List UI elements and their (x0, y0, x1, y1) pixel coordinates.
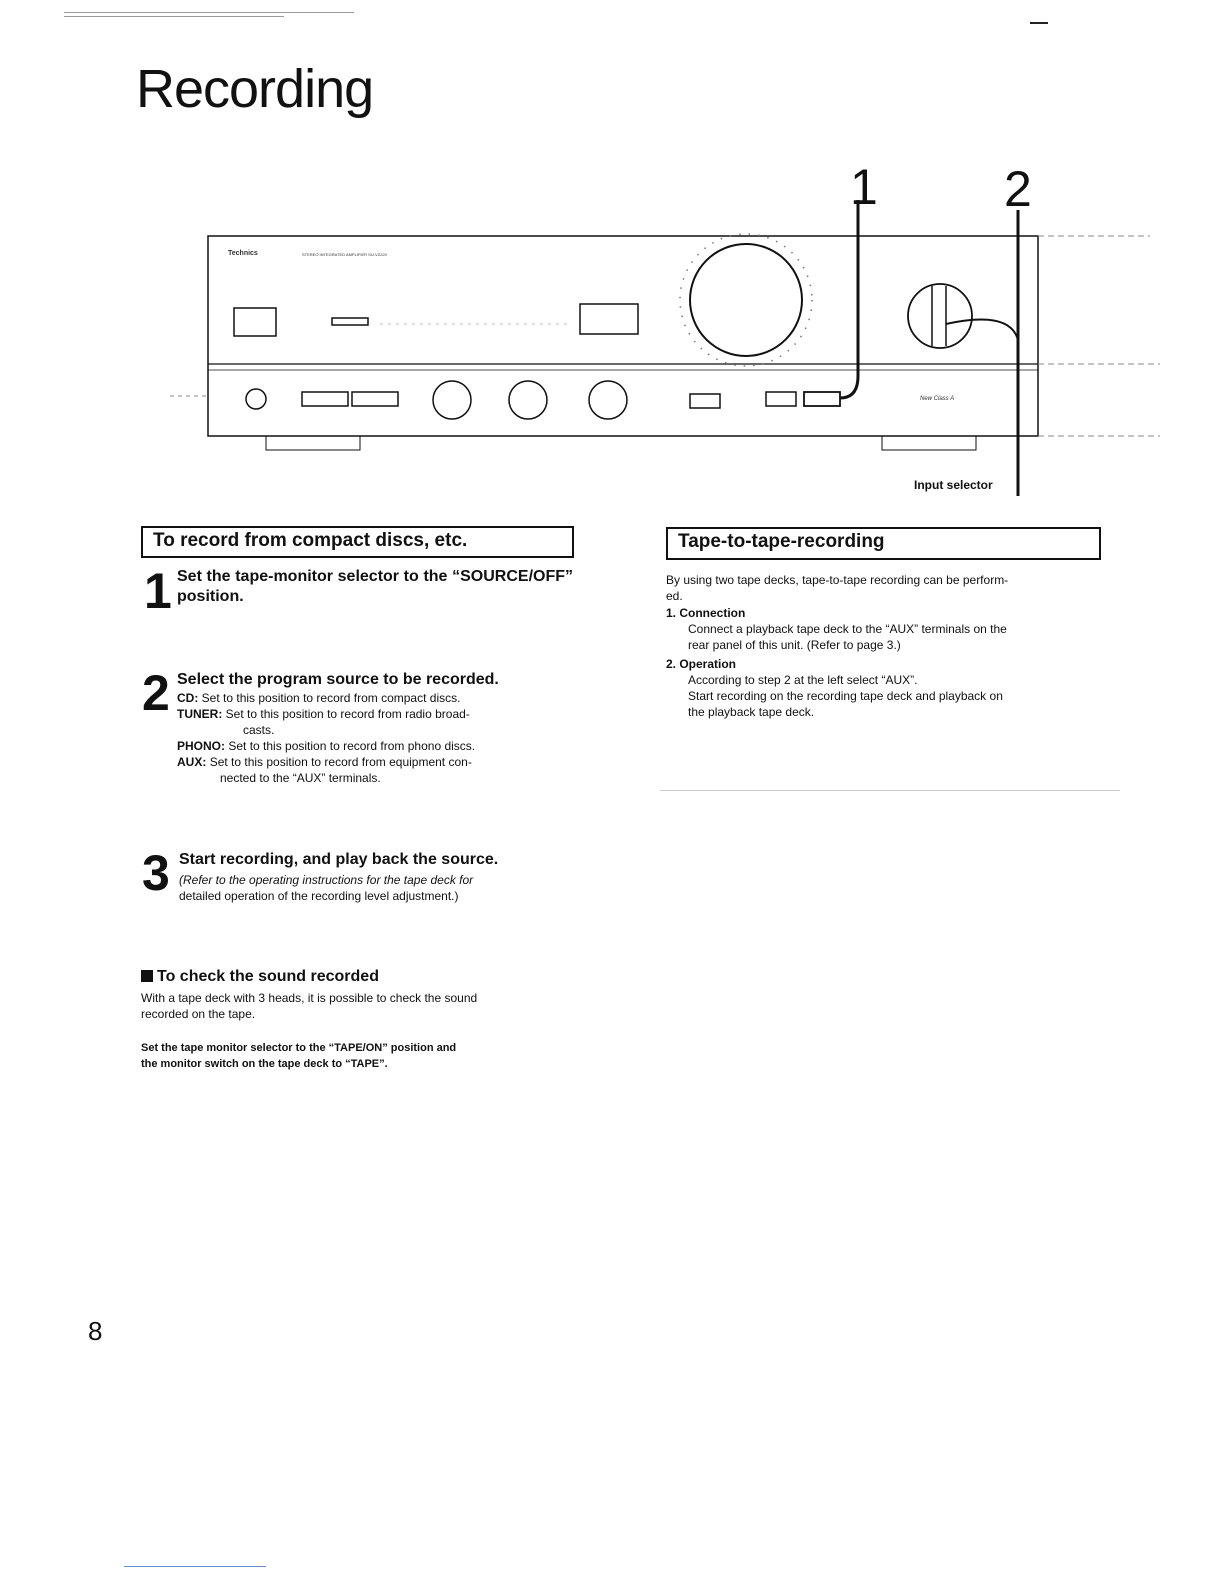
section-heading-left: To record from compact discs, etc. (141, 526, 574, 558)
scan-mark (1030, 22, 1048, 24)
check-body: With a tape deck with 3 heads, it is possible to check the sound recorded on the tape. (141, 991, 478, 1021)
scan-line (64, 16, 284, 17)
power-indicator (332, 318, 368, 325)
tape-item-2: 2. Operation According to step 2 at the left select “AUX”. Start recording on the recording tape deck and playback on the playback tape deck. (666, 657, 1003, 719)
treble-knob (509, 381, 547, 419)
phones-jack (246, 389, 266, 409)
volume-knob (690, 244, 802, 356)
callout-1: 1 (850, 159, 878, 215)
check-heading: To check the sound recorded (141, 968, 379, 986)
subsonic-button (766, 392, 796, 406)
footer-line (124, 1566, 266, 1567)
step-2-text: Select the program source to be recorded. (177, 671, 499, 688)
page-number: 8 (88, 1316, 103, 1346)
page-title: Recording (136, 59, 374, 119)
source-item: CD: Set to this position to record from compact discs. (177, 691, 461, 705)
bass-knob (433, 381, 471, 419)
step-3-note: (Refer to the operating instructions for the tape deck for detailed operation of the recording level adjustment.) (179, 873, 474, 903)
amplifier-illustration (170, 200, 1160, 500)
check-instruction: Set the tape monitor selector to the “TAPE/ON” position and the monitor switch on the tape deck to “TAPE”. (141, 1042, 457, 1070)
tape-monitor-button (804, 392, 840, 406)
amp-foot-right (882, 436, 976, 450)
square-bullet-icon (141, 970, 153, 982)
model-label: STEREO INTEGRATED AMPLIFIER SU-VZ220 (302, 252, 387, 257)
step-1-text: Set the tape-monitor selector to the “SOURCE/OFF” position. (177, 568, 573, 605)
scan-line (64, 12, 354, 13)
source-item: nected to the “AUX” terminals. (220, 771, 381, 785)
balance-knob (589, 381, 627, 419)
source-direct-button (580, 304, 638, 334)
source-item: TUNER: Set to this position to record from radio broad- (177, 707, 470, 721)
input-selector-label: Input selector (914, 478, 993, 492)
source-item: casts. (243, 723, 275, 737)
brand-label: Technics (228, 250, 258, 257)
step-number-2: 2 (142, 665, 170, 721)
scan-line (660, 790, 1120, 791)
callout-2: 2 (1004, 161, 1032, 217)
volume-scale (680, 234, 812, 366)
class-a-badge: New Class A (920, 396, 955, 402)
source-item: PHONO: Set to this position to record from phono discs. (177, 739, 476, 753)
source-item: AUX: Set to this position to record from equipment con- (177, 755, 472, 769)
power-button (234, 308, 276, 336)
section-heading-right: Tape-to-tape-recording (666, 527, 1101, 560)
callout-line-1 (840, 376, 858, 398)
source-list (177, 690, 577, 786)
amp-foot-left (266, 436, 360, 450)
tape-intro: By using two tape decks, tape-to-tape recording can be perform- ed. (666, 573, 1009, 603)
input-selector-knob (908, 284, 972, 348)
speakers-a-button (302, 392, 348, 406)
step-number-1: 1 (144, 563, 172, 619)
speakers-b-button (352, 392, 398, 406)
step-number-3: 3 (142, 845, 170, 901)
step-3-text: Start recording, and play back the source. (179, 851, 499, 868)
loudness-button (690, 394, 720, 408)
tape-item-1: 1. Connection Connect a playback tape deck to the “AUX” terminals on the rear panel of this unit. (Refer to page 3.) (666, 606, 1007, 652)
callout-line-2 (946, 320, 1018, 340)
